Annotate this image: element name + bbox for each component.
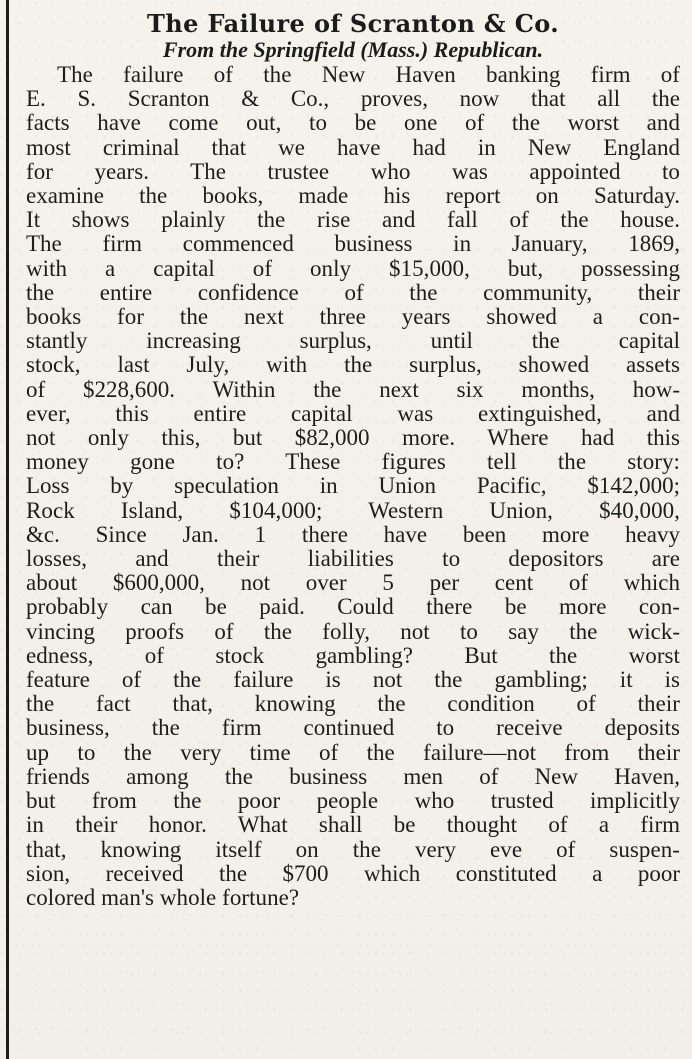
text-line: stock, last July, with the surplus, showed assets xyxy=(26,352,680,378)
text-line: sion, received the $700 which constituted a poor xyxy=(26,860,680,886)
text-line: friends among the business men of New Haven, xyxy=(26,763,680,789)
text-line: examine the books, made his report on Saturday. xyxy=(26,183,680,209)
column-rule xyxy=(6,0,9,1059)
text-line: for years. The trustee who was appointed to xyxy=(26,158,680,184)
article-body xyxy=(26,63,680,910)
text-line: The failure of the New Haven banking firm of xyxy=(57,62,680,87)
text-line: It shows plainly the rise and fall of the house. xyxy=(26,207,680,233)
text-line: probably can be paid. Could there be more con- xyxy=(26,594,680,620)
text-line: but from the poor people who trusted implicitly xyxy=(26,788,680,814)
text-line: colored man's whole fortune? xyxy=(26,884,300,910)
text-line: the entire confidence of the community, their xyxy=(26,279,680,305)
text-line: vincing proofs of the folly, not to say the wick- xyxy=(26,618,680,644)
text-line: that, knowing itself on the very eve of suspen- xyxy=(26,836,680,862)
text-line: in their honor. What shall be thought of a firm xyxy=(26,812,680,838)
text-line: business, the firm continued to receive deposits xyxy=(26,715,680,741)
text-line: E. S. Scranton & Co., proves, now that all the xyxy=(26,86,680,112)
text-line: feature of the failure is not the gambling; it is xyxy=(26,667,680,693)
text-line: with a capital of only $15,000, but, possessing xyxy=(26,255,680,281)
text-line: The firm commenced business in January, 1869, xyxy=(26,231,680,257)
text-line: edness, of stock gambling? But the worst xyxy=(26,642,680,668)
text-line: not only this, but $82,000 more. Where had this xyxy=(26,425,680,451)
text-line: &c. Since Jan. 1 there have been more heavy xyxy=(26,521,680,547)
text-line: about $600,000, not over 5 per cent of which xyxy=(26,570,680,596)
text-line: money gone to? These figures tell the story: xyxy=(26,449,680,475)
text-line: the fact that, knowing the condition of their xyxy=(26,691,680,717)
article-title: The Failure of Scranton & Co. xyxy=(146,9,559,38)
text-line: of $228,600. Within the next six months, how- xyxy=(26,376,680,402)
text-line: books for the next three years showed a con- xyxy=(26,304,680,330)
text-line: stantly increasing surplus, until the capital xyxy=(26,328,680,354)
text-line: Rock Island, $104,000; Western Union, $40,000, xyxy=(26,497,680,523)
text-line: up to the very time of the failure—not from their xyxy=(26,739,680,765)
text-line: Loss by speculation in Union Pacific, $142,000; xyxy=(26,473,680,499)
text-line: ever, this entire capital was extinguished, and xyxy=(26,400,680,426)
text-line: most criminal that we have had in New England xyxy=(26,134,680,160)
text-line: losses, and their liabilities to depositors are xyxy=(26,546,680,572)
article-source: From the Springfield (Mass.) Republican. xyxy=(162,37,544,62)
text-line: facts have come out, to be one of the worst and xyxy=(26,110,680,136)
